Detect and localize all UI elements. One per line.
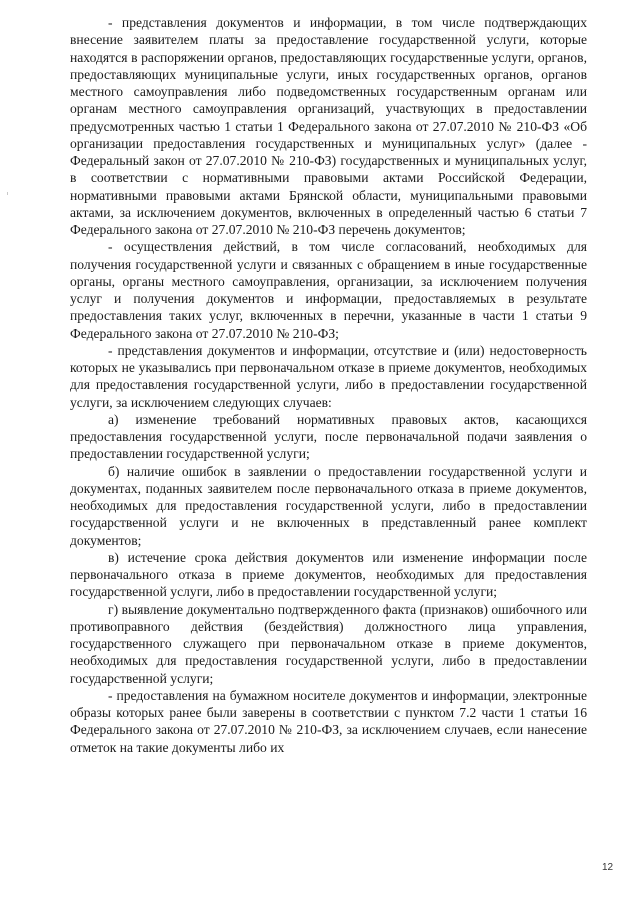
paragraph-case-a: а) изменение требований нормативных правовых актов, касающихся предоставления государственной услуги, после первоначальной подачи заявления о предоставлении государственной услуги; [70, 411, 587, 462]
paragraph-case-c: в) истечение срока действия документов или изменение информации после первоначального отказа в приеме документов, необходимых для предоставления государственной услуги, либо в предоставлении государственной услуги; [70, 549, 587, 600]
paragraph-paper-documents: - предоставления на бумажном носителе документов и информации, электронные образы которых ранее были заверены в соответствии с пунктом 7.2 части 1 статьи 16 Федерального закона от 27.07.2010 № 210-ФЗ, за исключением случаев, если нанесение отметок на такие документы либо их [70, 687, 587, 755]
paragraph-documents-and-information: - представления документов и информации, в том числе подтверждающих внесение заявителем платы за предоставление государственной услуги, которые находятся в распоряжении органов, предоставляющих государственные услуги, органов, предоставляющих муниципальные услуги, иных государственных органов, органов местного самоуправления либо подведомственных государственным органам или органам местного самоуправления организаций, участвующих в предоставлении предусмотренных частью 1 статьи 1 Федерального закона от 27.07.2010 № 210-ФЗ «Об организации предоставления государственных и муниципальных услуг» (далее - Федеральный закон от 27.07.2010 № 210-ФЗ) государственных и муниципальных услуг, в соответствии с нормативными правовыми актами Российской Федерации, нормативными правовыми актами Брянской области, муниципальными правовыми актами, за исключением документов, включенных в определенный частью 6 статьи 7 Федерального закона от 27.07.2010 № 210-ФЗ перечень документов; [70, 15, 587, 237]
paragraph-case-d: г) выявление документально подтвержденного факта (признаков) ошибочного или противоправного действия (бездействия) должностного лица управления, государственного служащего при первоначальном отказе в приеме документов, необходимых для предоставления государственной услуги, либо в предоставлении государственной услуги; [70, 601, 587, 686]
paragraph-previous-refusal: - представления документов и информации, отсутствие и (или) недостоверность которых не указывались при первоначальном отказе в приеме документов, необходимых для предоставления государственной услуги, либо в предоставлении государственной услуги, за исключением следующих случаев: [70, 342, 587, 410]
scan-margin-mark [7, 192, 8, 195]
page-number: 12 [602, 862, 614, 873]
paragraph-case-b: б) наличие ошибок в заявлении о предоставлении государственной услуги и документах, поданных заявителем после первоначального отказа в приеме документов, необходимых для предоставления государственной услуги, либо в предоставлении государственной услуги и не включенных в представленный ранее комплект документов; [70, 463, 587, 548]
document-page [70, 14, 587, 756]
paragraph-actions-and-approvals: - осуществления действий, в том числе согласований, необходимых для получения государственной услуги и связанных с обращением в иные государственные органы, органы местного самоуправления, организации, за исключением получения услуг и получения документов и информации, предоставляемых в результате предоставления таких услуг, включенных в перечни, указанные в части 1 статьи 9 Федерального закона от 27.07.2010 № 210-ФЗ; [70, 239, 587, 341]
